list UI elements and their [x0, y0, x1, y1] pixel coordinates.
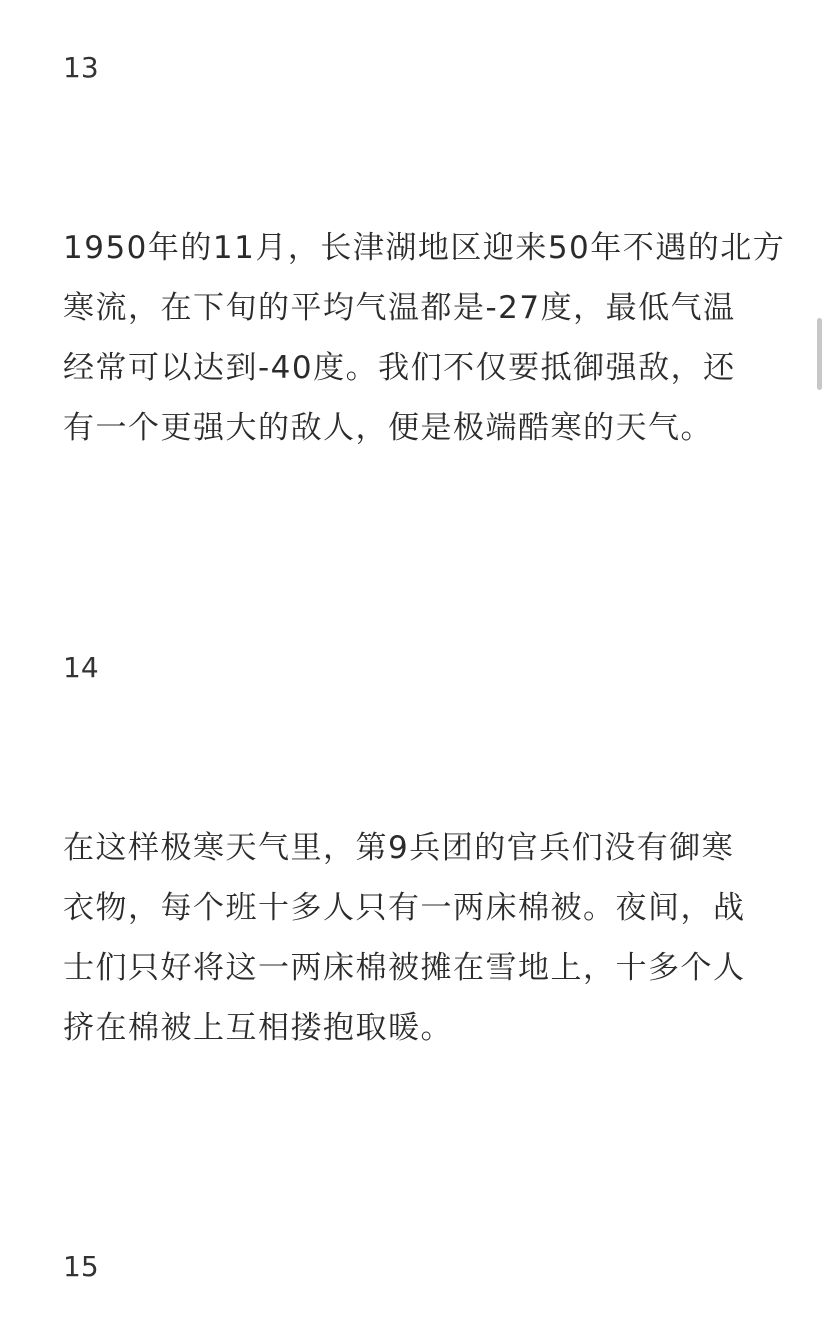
section-number: 13 [63, 51, 99, 84]
paragraph-line: 挤在棉被上互相搂抱取暖。 [63, 1010, 453, 1046]
paragraph-line: 寒流，在下旬的平均气温都是-27度，最低气温 [63, 290, 736, 326]
paragraph-line: 有一个更强大的敌人，便是极端酷寒的天气。 [63, 410, 713, 446]
section-number: 15 [63, 1250, 99, 1283]
paragraph [63, 218, 786, 458]
scrollbar-thumb[interactable] [817, 318, 822, 390]
paragraph [63, 818, 773, 1058]
paragraph-line: 在这样极寒天气里，第9兵团的官兵们没有御寒 [63, 830, 735, 866]
section-number: 14 [63, 651, 99, 684]
paragraph-line: 1950年的11月，长津湖地区迎来50年不遇的北方 [63, 230, 786, 266]
paragraph-line: 经常可以达到-40度。我们不仅要抵御强敌，还 [63, 350, 736, 386]
paragraph-line: 士们只好将这一两床棉被摊在雪地上，十多个人 [63, 950, 746, 986]
paragraph-line: 衣物，每个班十多人只有一两床棉被。夜间，战 [63, 890, 746, 926]
